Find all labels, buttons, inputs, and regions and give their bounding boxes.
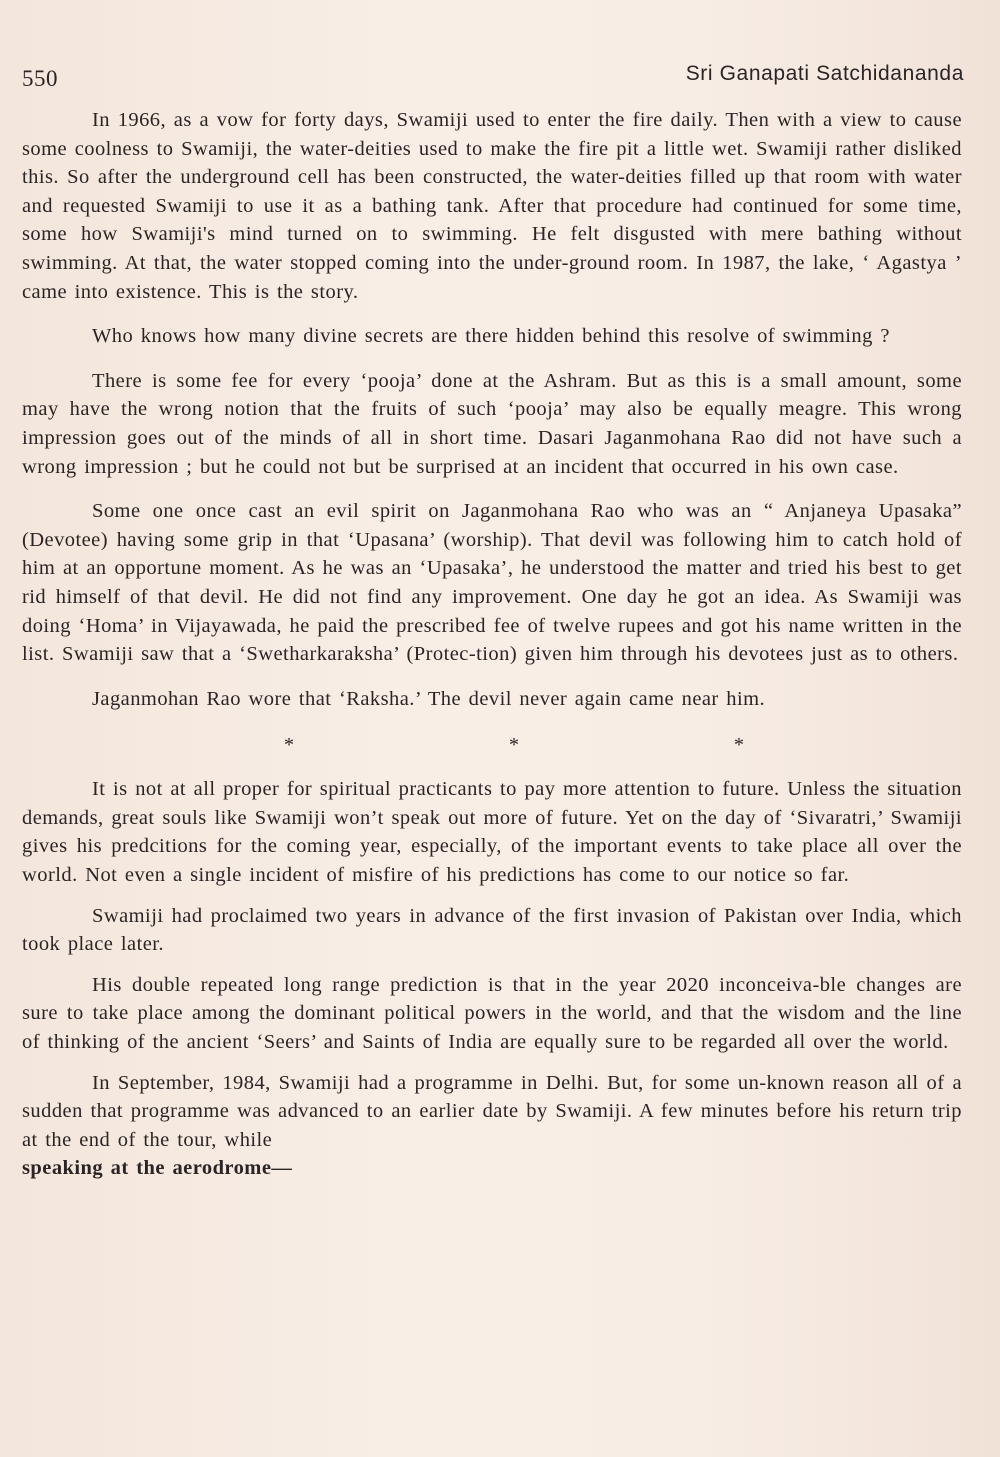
separator-asterisk: * — [734, 734, 744, 757]
paragraph-evil-spirit: Some one once cast an evil spirit on Jaganmohana Rao who was an “ Anjaneya Upasaka” (Devotee) having some grip in that ‘Upasana’ (worship). That devil was following him to catch hold of him at an opportune moment. As he was an ‘Upasaka’, he understood the matter and tried his best to get rid himself of that devil. He did not find any improvement. One day he got an idea. As Swamiji was doing ‘Homa’ in Vijayawada, he paid the prescribed fee of twelve rupees and got his name written in the list. Swamiji saw that a ‘Swetharkaraksha’ (Protec-tion) given him through his devotees just as to others. — [22, 500, 962, 666]
paragraph-future-predictions: It is not at all proper for spiritual practicants to pay more attention to future. Unless the situation demands, great souls like Swamiji won’t speak out more of future. Yet on the day of ‘Sivaratri,’ Swamiji gives his predcitions for the coming year, especially, of the important events to take place all over the world. Not even a single incident of misfire of his predictions has come to our notice so far. — [22, 778, 962, 887]
paragraph-divine-secrets: Who knows how many divine secrets are there hidden behind this resolve of swimming ? — [92, 325, 890, 348]
running-head: Sri Ganapati Satchidananda — [685, 62, 964, 85]
paragraph-year-2020: His double repeated long range prediction is that in the year 2020 inconceiva-ble changes are sure to take place among the dominant political powers in the world, and that the wisdom and the line of thinking of the ancient ‘Seers’ and Saints of India are equally sure to be regarded all over the world. — [22, 973, 962, 1054]
paragraph-raksha: Jaganmohan Rao wore that ‘Raksha.’ The devil never again came near him. — [92, 687, 766, 710]
section-separator — [284, 733, 744, 757]
paragraph-delhi-programme: In September, 1984, Swamiji had a programme in Delhi. But, for some un-known reason all of a sudden that programme was advanced to an earlier date by Swamiji. A few minutes before his return trip at the end of the tour, while — [22, 1071, 962, 1151]
paragraph-pooja-fee: There is some fee for every ‘pooja’ done at the Ashram. But as this is a small amount, some may have the wrong notion that the fruits of such ‘pooja’ may also be equally meagre. This wrong impression goes out of the minds of all in short time. Dasari Jaganmohana Rao did not have such a wrong impression ; but he could not but be surprised at an incident that occurred in his own case. — [22, 369, 962, 478]
page-header — [22, 62, 964, 90]
separator-asterisk: * — [509, 734, 519, 757]
paragraph-aerodrome-line: speaking at the aerodrome— — [22, 1157, 293, 1180]
paragraph-agastya-story: In 1966, as a vow for forty days, Swamiji used to enter the fire daily. Then with a view to cause some coolness to Swamiji, the water-deities used to make the fire pit a little wet. Swamiji rather disliked this. So after the underground cell has been constructed, the water-deities filled up that room with water and requested Swamiji to use it as a bathing tank. After that procedure had continued for some time, some how Swamiji's mind turned on to swimming. He felt disgusted with mere bathing without swimming. At that, the water stopped coming into the under-ground room. In 1987, the lake, ‘ Agastya ’ came into existence. This is the story. — [22, 109, 962, 303]
separator-asterisk: * — [284, 734, 294, 757]
page-number: 550 — [22, 66, 58, 91]
paragraph-pakistan-invasion: Swamiji had proclaimed two years in advance of the first invasion of Pakistan over India, which took place later. — [22, 904, 962, 956]
body-text — [22, 106, 962, 1183]
